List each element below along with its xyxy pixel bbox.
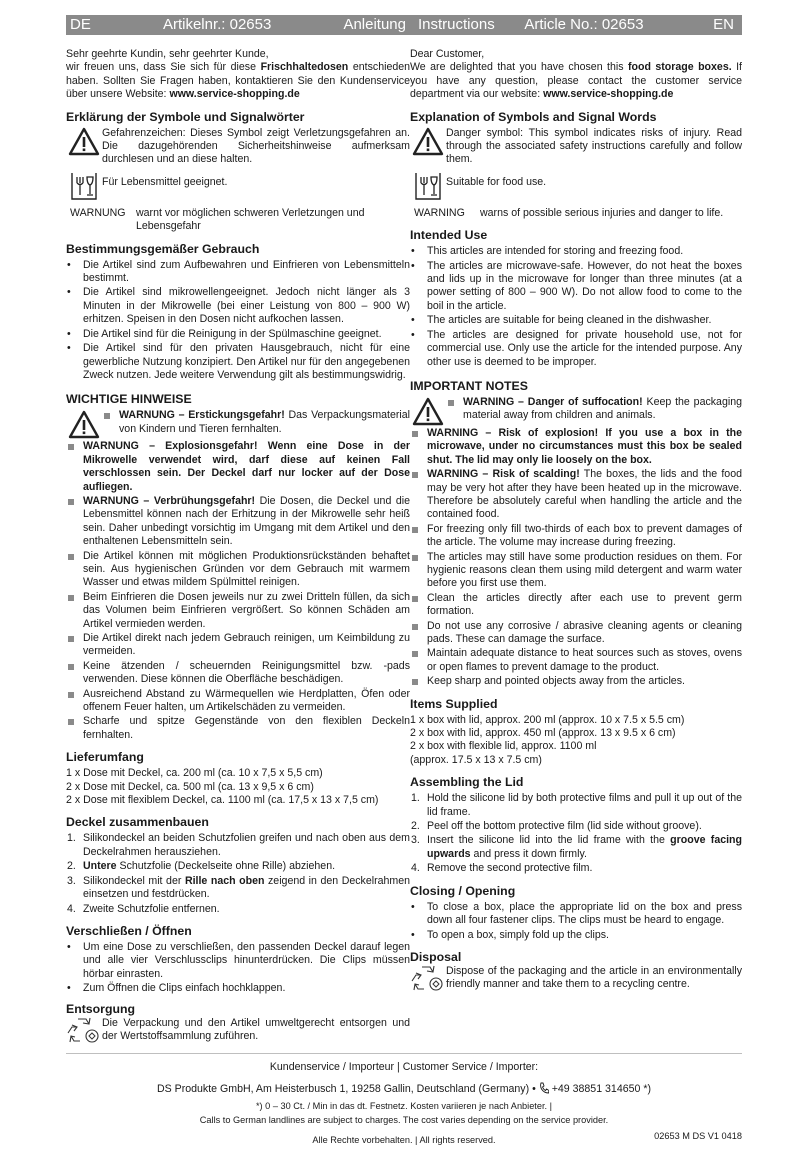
footer-service-line: Kundenservice / Importeur | Customer Service / Importer: [269, 1061, 539, 1073]
list-item: • Um eine Dose zu verschließen, den passenden Deckel darauf legen und alle vier Verschlussclips hinunterdrücken. Die Clips müssen hörbar einrasten. [66, 941, 410, 981]
danger-symbol-row [410, 127, 742, 167]
list-item: 1 x Dose mit Deckel, ca. 200 ml (ca. 10 x 7,5 x 5,5 cm) [66, 767, 323, 780]
list-item: • The articles are microwave-safe. However, do not heat the boxes and lids up in the microwave for longer than three minutes (at a power setting of 800 – 900 W). Do not allow food to come to the boil in the article. [410, 260, 742, 314]
supplied-heading: Lieferumfang [66, 750, 144, 765]
list-item: • The articles are designed for private household use, not for commercial use. Only use the article for the intended purpose. Any other use is deemed to be improper. [410, 329, 742, 369]
header-lang: EN [713, 16, 734, 33]
food-text: Suitable for food use. [446, 175, 547, 188]
danger-text: Danger symbol: This symbol indicates risks of injury. Read through the associated safety instructions carefully and follow them. [446, 126, 742, 166]
list-item: Ausreichend Abstand zu Wärmequellen wie Herdplatten, Öfen oder offenem Feuer halten, um Artikelschäden zu vermeiden. [66, 688, 410, 715]
list-item: Keep sharp and pointed objects away from the articles. [410, 675, 742, 688]
intro: wir freuen uns, dass Sie sich für diese Frischhaltedosen entschieden haben. Sollten Sie Fragen haben, kontaktieren Sie den Kundenservice über unsere Website: www.service-shopping.de [66, 61, 411, 101]
step: 1. Silikondeckel an beiden Schutzfolien greifen und nach oben aus dem Deckelrahmen herausziehen. [67, 832, 410, 858]
recycling-icon [66, 1017, 102, 1045]
step: 4. Remove the second protective film. [411, 862, 593, 875]
warning-triangle-icon [66, 409, 102, 439]
first-note-row [66, 409, 410, 439]
warning-desc: warns of possible serious injuries and danger to life. [480, 206, 724, 219]
closing-heading: Verschließen / Öffnen [66, 923, 192, 938]
food-safe-icon [66, 171, 102, 201]
list-item: • Die Artikel sind zum Aufbewahren und Einfrieren von Lebensmitteln bestimmt. [66, 259, 410, 286]
first-note-row [410, 396, 742, 426]
assembly-heading: Assembling the Lid [410, 775, 524, 790]
notes-heading: WICHTIGE HINWEISE [66, 392, 192, 407]
step: 1. Hold the silicone lid by both protective films and pull it up out of the lid frame. [411, 792, 742, 818]
danger-symbol-row [66, 127, 410, 167]
list-item: Die Artikel können mit möglichen Produktionsrückständen behaftet sein. Aus hygienischen Gründen vor dem Gebrauch mit warmem Wasser und etwas mildem Spülmittel reinigen. [66, 550, 410, 590]
footer-cost-en: Calls to German landlines are subject to charges. The cost varies depending on the service provider. [199, 1115, 609, 1126]
assembly-steps [66, 832, 410, 915]
footer-address-line: DS Produkte GmbH, Am Heisterbusch 1, 19258 Gallin, Deutschland (Germany) • +49 38851 314650 *) [157, 1083, 651, 1096]
footer-phone: +49 38851 314650 *) [551, 1083, 651, 1096]
warning-word-row [410, 207, 742, 220]
header-article: Artikelnr.: 02653 [162, 16, 272, 33]
disposal-text: Dispose of the packaging and the article in an environmentally friendly manner and take them to a recycling centre. [446, 964, 742, 991]
header-title: Anleitung [343, 16, 406, 33]
footer-rights: Alle Rechte vorbehalten. | All rights reserved. [312, 1134, 496, 1145]
intended-use-heading: Bestimmungsgemäßer Gebrauch [66, 241, 260, 256]
supplied-heading: Items Supplied [410, 696, 498, 711]
food-text: Für Lebensmittel geeignet. [102, 175, 228, 188]
list-item: Do not use any corrosive / abrasive cleaning agents or cleaning pads. These can damage the surface. [410, 620, 742, 647]
disposal-row [66, 1017, 410, 1045]
notes-list [66, 440, 410, 742]
footer-cost-de: *) 0 – 30 Ct. / Min in das dt. Festnetz. Kosten variieren je nach Anbieter. | [255, 1100, 553, 1111]
closing-heading: Closing / Opening [410, 883, 516, 898]
disposal-heading: Entsorgung [66, 1001, 135, 1016]
disposal-row [410, 965, 742, 993]
list-item: The articles may still have some production residues on them. For hygienic reasons clean them using mild detergent and warm water before you first use them. [410, 551, 742, 591]
list-item: 2 x box with flexible lid, approx. 1100 ml [410, 740, 597, 753]
disposal-heading: Disposal [410, 949, 462, 964]
intended-use-heading: Intended Use [410, 228, 488, 243]
step: 4. Zweite Schutzfolie entfernen. [67, 902, 220, 915]
warning-word: WARNUNG [70, 206, 126, 219]
step: 3. Silikondeckel mit der Rille nach oben zeigend in den Deckelrahmen einsetzen und festdrücken. [67, 874, 411, 901]
list-item: WARNUNG – Explosionsgefahr! Wenn eine Dose in der Mikrowelle verwendet wird, darf diese auf keinen Fall verschlossen sein. Der Deckel darf nur locker auf der Dose aufliegen. [66, 440, 410, 494]
list-item: • Zum Öffnen die Clips einfach hochklappen. [66, 982, 410, 995]
list-item: (approx. 17.5 x 13 x 7.5 cm) [410, 753, 542, 766]
intended-use-list [66, 259, 410, 383]
footer [66, 1053, 742, 1147]
list-item: • Die Artikel sind für die Reinigung in der Spülmaschine geeignet. [66, 328, 410, 341]
danger-text: Gefahrenzeichen: Dieses Symbol zeigt Verletzungsgefahren an. Die dazugehörenden Sicherheitshinweise aufmerksam durchlesen und an diese halten. [102, 126, 410, 166]
header-bar-de [66, 15, 410, 35]
warning-word-row [66, 207, 410, 234]
german-column [66, 15, 410, 1045]
list-item: • To close a box, place the appropriate lid on the box and press down all four fastener clips. The clips must be heard to engage. [410, 901, 742, 928]
list-item: WARNING – Risk of explosion! If you use a box in the microwave, under no circumstances must this box be sealed shut. The lid may only lie loosely on the box. [410, 427, 742, 467]
warning-triangle-icon [410, 396, 446, 426]
supplied-list [410, 714, 742, 768]
list-item: • To open a box, simply fold up the clips. [410, 929, 742, 942]
list-item: WARNING – Risk of scalding! The boxes, the lids and the food may be very hot after they have been heated up in the microwave. Therefore be absolutely careful when handling the article and the contained food. [410, 468, 742, 522]
symbols-heading: Erklärung der Symbole und Signalwörter [66, 109, 305, 124]
list-item: • Die Artikel sind mikrowellengeeignet. Jedoch nicht länger als 3 Minuten in der Mikrowelle (bei einer Leistung von 800 – 900 W) erhitzen. Speisen in den Dosen nicht aufkochen lassen. [66, 286, 410, 326]
assembly-steps [410, 792, 742, 875]
assembly-heading: Deckel zusammenbauen [66, 815, 209, 830]
list-item: 2 x Dose mit Deckel, ca. 500 ml (ca. 13 x 9,5 x 6 cm) [66, 780, 314, 793]
step: 2. Peel off the bottom protective film (lid side without groove). [411, 820, 702, 833]
english-column [410, 15, 742, 993]
greeting: Sehr geehrte Kundin, sehr geehrter Kunde, [66, 48, 269, 60]
document-id: 02653 M DS V1 0418 [654, 1131, 742, 1141]
list-item: WARNUNG – Verbrühungsgefahr! Die Dosen, die Deckel und die Lebensmittel können nach der Erhitzung in der Mikrowelle sehr heiß sein. Daher unbedingt vorsichtig im Umgang mit dem Artikel und den enthaltenen Lebensmitteln sein. [66, 495, 410, 549]
list-item: Keine ätzenden / scheuernden Reinigungsmittel bzw. -pads verwenden. Diese können die Oberfläche beschädigen. [66, 660, 410, 687]
warning-desc: warnt vor möglichen schweren Verletzungen und Lebensgefahr [136, 206, 365, 233]
food-symbol-row [66, 171, 410, 201]
intro: We are delighted that you have chosen this food storage boxes. If you have any question, please contact the customer service department via our website: www.service-shopping.de [410, 61, 742, 101]
header-article: Article No.: 02653 [524, 16, 644, 33]
warning-triangle-icon [410, 127, 446, 156]
food-safe-icon [410, 171, 446, 201]
phone-icon [539, 1082, 549, 1094]
disposal-text: Die Verpackung und den Artikel umweltgerecht entsorgen und der Wertstoffsammlung zuführen. [102, 1016, 410, 1042]
list-item: Beim Einfrieren die Dosen jeweils nur zu zwei Dritteln füllen, da sich das Volumen beim Einfrieren vergrößert. So können Schäden am Artikel vermieden werden. [66, 591, 410, 631]
greeting: Dear Customer, [410, 48, 485, 60]
step: 2. Untere Schutzfolie (Deckelseite ohne Rille) abziehen. [67, 860, 336, 873]
list-item: • The articles are suitable for being cleaned in the dishwasher. [410, 314, 742, 327]
list-item: Clean the articles directly after each use to prevent germ formation. [410, 592, 742, 619]
header-bar-en [410, 15, 742, 35]
supplied-list [66, 767, 410, 807]
header-lang: DE [70, 16, 91, 33]
symbols-heading: Explanation of Symbols and Signal Words [410, 109, 657, 124]
notes-heading: IMPORTANT NOTES [410, 378, 528, 393]
warning-triangle-icon [66, 127, 102, 156]
list-item: Maintain adequate distance to heat sources such as stoves, ovens or open flames to prevent damage to the product. [410, 647, 742, 674]
list-item: • This articles are intended for storing and freezing food. [410, 245, 742, 258]
header-title: Instructions [418, 16, 495, 33]
list-item: 2 x box with lid, approx. 450 ml (approx. 13 x 9.5 x 6 cm) [410, 727, 676, 740]
closing-list [66, 941, 410, 996]
list-item: WARNING – Danger of suffocation! Keep the packaging material away from children and animals. [446, 396, 742, 423]
list-item: For freezing only fill two-thirds of each box to prevent damages of the article. The volume may increase during freezing. [410, 523, 742, 550]
list-item: Scharfe und spitze Gegenstände von den flexiblen Deckeln fernhalten. [66, 715, 410, 742]
warning-word: WARNING [414, 206, 465, 219]
step: 3. Insert the silicone lid into the lid frame with the groove facing upwards and press it down firmly. [411, 834, 742, 860]
food-symbol-row [410, 171, 742, 201]
list-item: WARNUNG – Erstickungsgefahr! Das Verpackungsmaterial von Kindern und Tieren fernhalten. [102, 409, 410, 436]
list-item: 1 x box with lid, approx. 200 ml (approx. 10 x 7.5 x 5.5 cm) [410, 713, 685, 726]
list-item: Die Artikel direkt nach jedem Gebrauch reinigen, um Keimbildung zu vermeiden. [66, 632, 410, 659]
list-item: 2 x Dose mit flexiblem Deckel, ca. 1100 ml (ca. 17,5 x 13 x 7,5 cm) [66, 794, 379, 807]
intended-use-list [410, 245, 742, 369]
list-item: • Die Artikel sind für den privaten Hausgebrauch, nicht für eine gewerbliche Nutzung konzipiert. Den Artikel nur für den angegebenen Zweck nutzen. Jede weitere Verwendung gilt als bestimmungswidrig. [66, 342, 410, 382]
notes-list [410, 427, 742, 689]
recycling-icon [410, 965, 446, 993]
closing-list [410, 901, 742, 942]
